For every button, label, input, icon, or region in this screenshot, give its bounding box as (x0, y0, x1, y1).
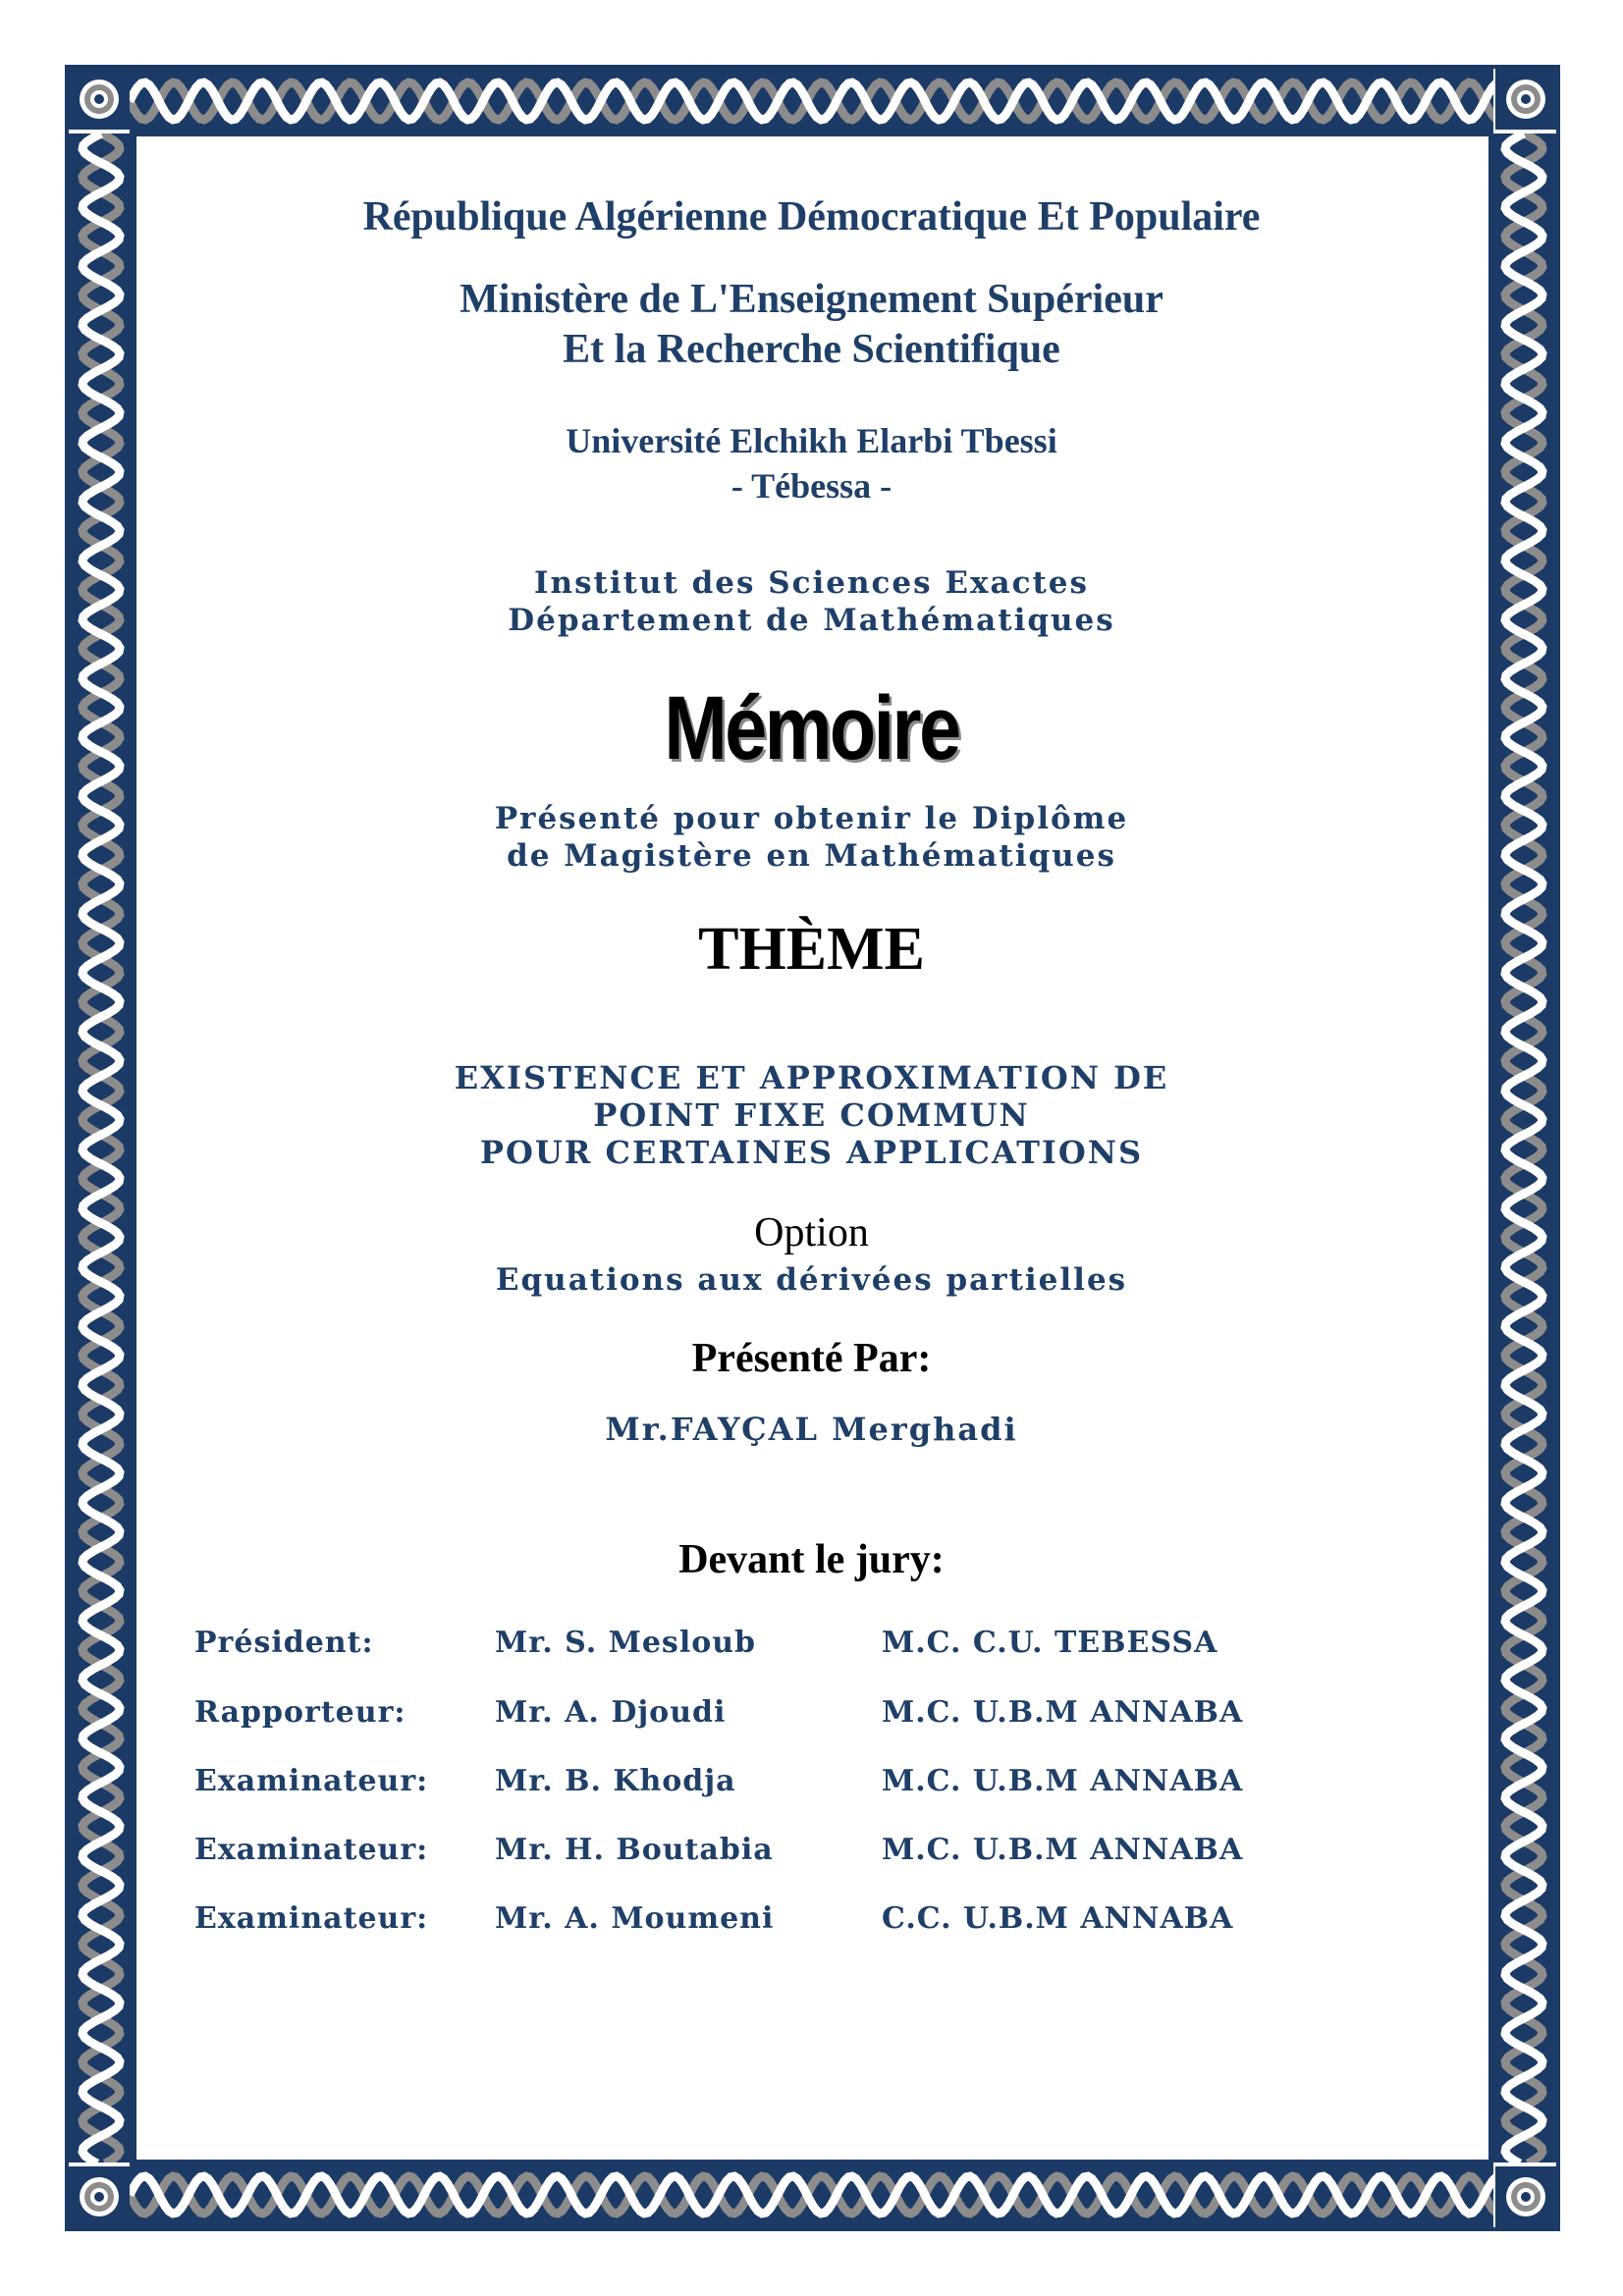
jury-role: Examinateur: (194, 1901, 429, 1936)
jury-role: Examinateur: (194, 1833, 429, 1867)
jury-affiliation: M.C. C.U. TEBESSA (882, 1626, 1218, 1660)
university-name: Université Elchikh Elarbi Tbessi (566, 421, 1057, 460)
braid-border-top (130, 69, 1493, 133)
braid-border-bottom (130, 2163, 1493, 2227)
memoire-title: Mémoire (664, 678, 959, 778)
jury-affiliation: C.C. U.B.M ANNABA (882, 1901, 1234, 1936)
corner-ornament-icon (1495, 69, 1556, 130)
theme-line-3: POUR CERTAINES APPLICATIONS (479, 1134, 1144, 1171)
ministry-line-2: Et la Recherche Scientifique (563, 327, 1060, 372)
jury-affiliation: M.C. U.B.M ANNABA (882, 1764, 1244, 1798)
corner-ornament-icon (69, 69, 130, 130)
presenter-name: Mr.FAYÇAL Merghadi (605, 1411, 1018, 1448)
jury-heading: Devant le jury: (678, 1537, 945, 1582)
republic-name: République Algérienne Démocratique Et Populaire (362, 194, 1261, 240)
jury-role: Rapporteur: (194, 1695, 406, 1730)
jury-member-name: Mr. S. Mesloub (495, 1626, 757, 1660)
department-name: Département de Mathématiques (508, 603, 1115, 638)
jury-member-name: Mr. A. Djoudi (495, 1695, 727, 1730)
jury-member-name: Mr. B. Khodja (495, 1764, 736, 1798)
theme-line-2: POINT FIXE COMMUN (593, 1096, 1030, 1134)
theme-line-1: EXISTENCE ET APPROXIMATION DE (454, 1059, 1169, 1096)
option-value: Equations aux dérivées partielles (495, 1262, 1128, 1298)
option-label: Option (754, 1210, 869, 1255)
ministry-line-1: Ministère de L'Enseignement Supérieur (460, 277, 1163, 322)
jury-affiliation: M.C. U.B.M ANNABA (882, 1833, 1244, 1867)
diploma-purpose-line-2: de Magistère en Mathématiques (507, 838, 1116, 874)
diploma-purpose-line-1: Présenté pour obtenir le Diplôme (494, 801, 1129, 836)
corner-ornament-icon (1495, 2166, 1556, 2227)
jury-affiliation: M.C. U.B.M ANNABA (882, 1695, 1244, 1730)
jury-role: Examinateur: (194, 1764, 429, 1798)
institute-name: Institut des Sciences Exactes (534, 565, 1089, 601)
jury-member-name: Mr. H. Boutabia (495, 1833, 774, 1867)
presenter-label: Présenté Par: (691, 1336, 932, 1381)
university-city: - Tébessa - (730, 466, 893, 506)
theme-label: THÈME (698, 916, 925, 983)
corner-ornament-icon (69, 2166, 130, 2227)
jury-role: Président: (194, 1626, 374, 1660)
jury-member-name: Mr. A. Moumeni (495, 1901, 775, 1936)
